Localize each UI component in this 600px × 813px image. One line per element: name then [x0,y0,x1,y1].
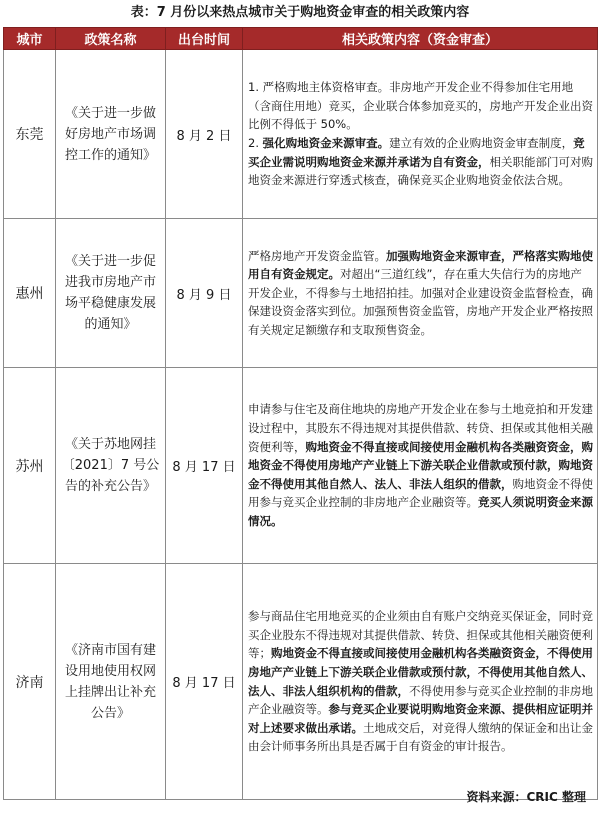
header-policy-content: 相关政策内容（资金审查） [243,28,598,50]
policy-content-cell [243,564,598,800]
content-text: 购地资金不得使用参与竞买企业控制的非房地产企业融资等。 [248,476,593,510]
issue-date-cell: 8 月 17 日 [166,564,243,800]
content-text: 1. 严格购地主体资格审查。非房地产开发企业不得参加住宅用地（含商住用地）竞买，企业联合体参加竞买的，房地产开发企业出资比例不得低于 50%。 [248,80,593,132]
source-note: 资料来源：CRIC 整理 [466,790,586,804]
content-text: 参与商品住宅用地竞买的企业须由自有账户交纳竞买保证金，同时竞买企业股东不得违规对其提供借款、转贷、担保或其他相关融资便利等； [248,609,593,661]
content-text: 严格房地产开发资金监管。 [248,248,386,263]
policy-table [3,27,598,800]
table-row [4,368,598,564]
emphasized-text: 强化购地资金来源审查。 [262,136,390,150]
policy-name-cell: 《关于苏地网挂〔2021〕7 号公告的补充公告》 [56,368,166,564]
header-city: 城市 [4,28,56,50]
table-row [4,50,598,219]
content-text: 不得使用参与竞买企业控制的非房地产企业融资等。 [248,683,593,717]
policy-name-cell: 《关于进一步促进我市房地产市场平稳健康发展的通知》 [56,219,166,368]
emphasized-text: 购地资金不得直接或间接使用金融机构各类融资资金，不得使用房地产产业链上下游关联企业借款或预付款，不得使用其他自然人、法人、非法人组织机构的借款， [248,646,593,698]
policy-name-cell: 《关于进一步做好房地产市场调控工作的通知》 [56,50,166,219]
table-row [4,564,598,800]
city-cell: 济南 [4,564,56,800]
content-text: 建立有效的企业购地资金审查制度， [389,136,574,150]
emphasized-text: 购地资金不得直接或间接使用金融机构各类融资资金，购地资金不得使用房地产产业链上下游关联企业借款或预付款，购地资金不得使用其他自然人、法人、非法人组织的借款， [248,439,593,491]
policy-name-cell: 《济南市国有建设用地使用权网上挂牌出让补充公告》 [56,564,166,800]
issue-date-cell: 8 月 2 日 [166,50,243,219]
emphasized-text: 加强购地资金来源审查，严格落实购地使用自有资金规定。 [248,248,593,282]
policy-content-cell [243,219,598,368]
content-text: 对超出“三道红线”，存在重大失信行为的房地产开发企业，不得参与土地招拍挂。加强对企业建设资金监督检查，确保建设资金落实到位。加强预售资金监管，房地产开发企业严格按照有关规定足额缴存和支取预售资金。 [248,267,593,337]
city-cell: 东莞 [4,50,56,219]
header-policy-name: 政策名称 [56,28,166,50]
emphasized-text: 竞买企业需说明购地资金来源并承诺为自有资金， [248,136,585,169]
issue-date-cell: 8 月 17 日 [166,368,243,564]
content-text: 土地成交后，对竞得人缴纳的保证金和出让金由会计师事务所出具是否属于自有资金的审计报告。 [248,720,593,754]
content-text: 相关职能部门可对购地资金来源进行穿透式核查，确保竞买企业购地资金依法合规。 [248,154,593,188]
header-issue-date: 出台时间 [166,28,243,50]
table-title: 表：7 月份以来热点城市关于购地资金审查的相关政策内容 [130,5,470,20]
table-row [4,219,598,368]
policy-content-cell [243,368,598,564]
emphasized-text: 参与竞买企业要说明购地资金来源、提供相应证明并对上述要求做出承诺。 [248,702,593,735]
issue-date-cell: 8 月 9 日 [166,219,243,368]
city-cell: 苏州 [4,368,56,564]
city-cell: 惠州 [4,219,56,368]
emphasized-text: 竞买人须说明资金来源情况。 [248,495,593,528]
content-text: 申请参与住宅及商住地块的房地产开发企业在参与土地竞拍和开发建设过程中，其股东不得违规对其提供借款、转贷、担保或其他相关融资便利等， [248,402,593,454]
content-text: 2. [248,136,263,150]
table-header-row [4,28,598,50]
policy-content-cell [243,50,598,219]
